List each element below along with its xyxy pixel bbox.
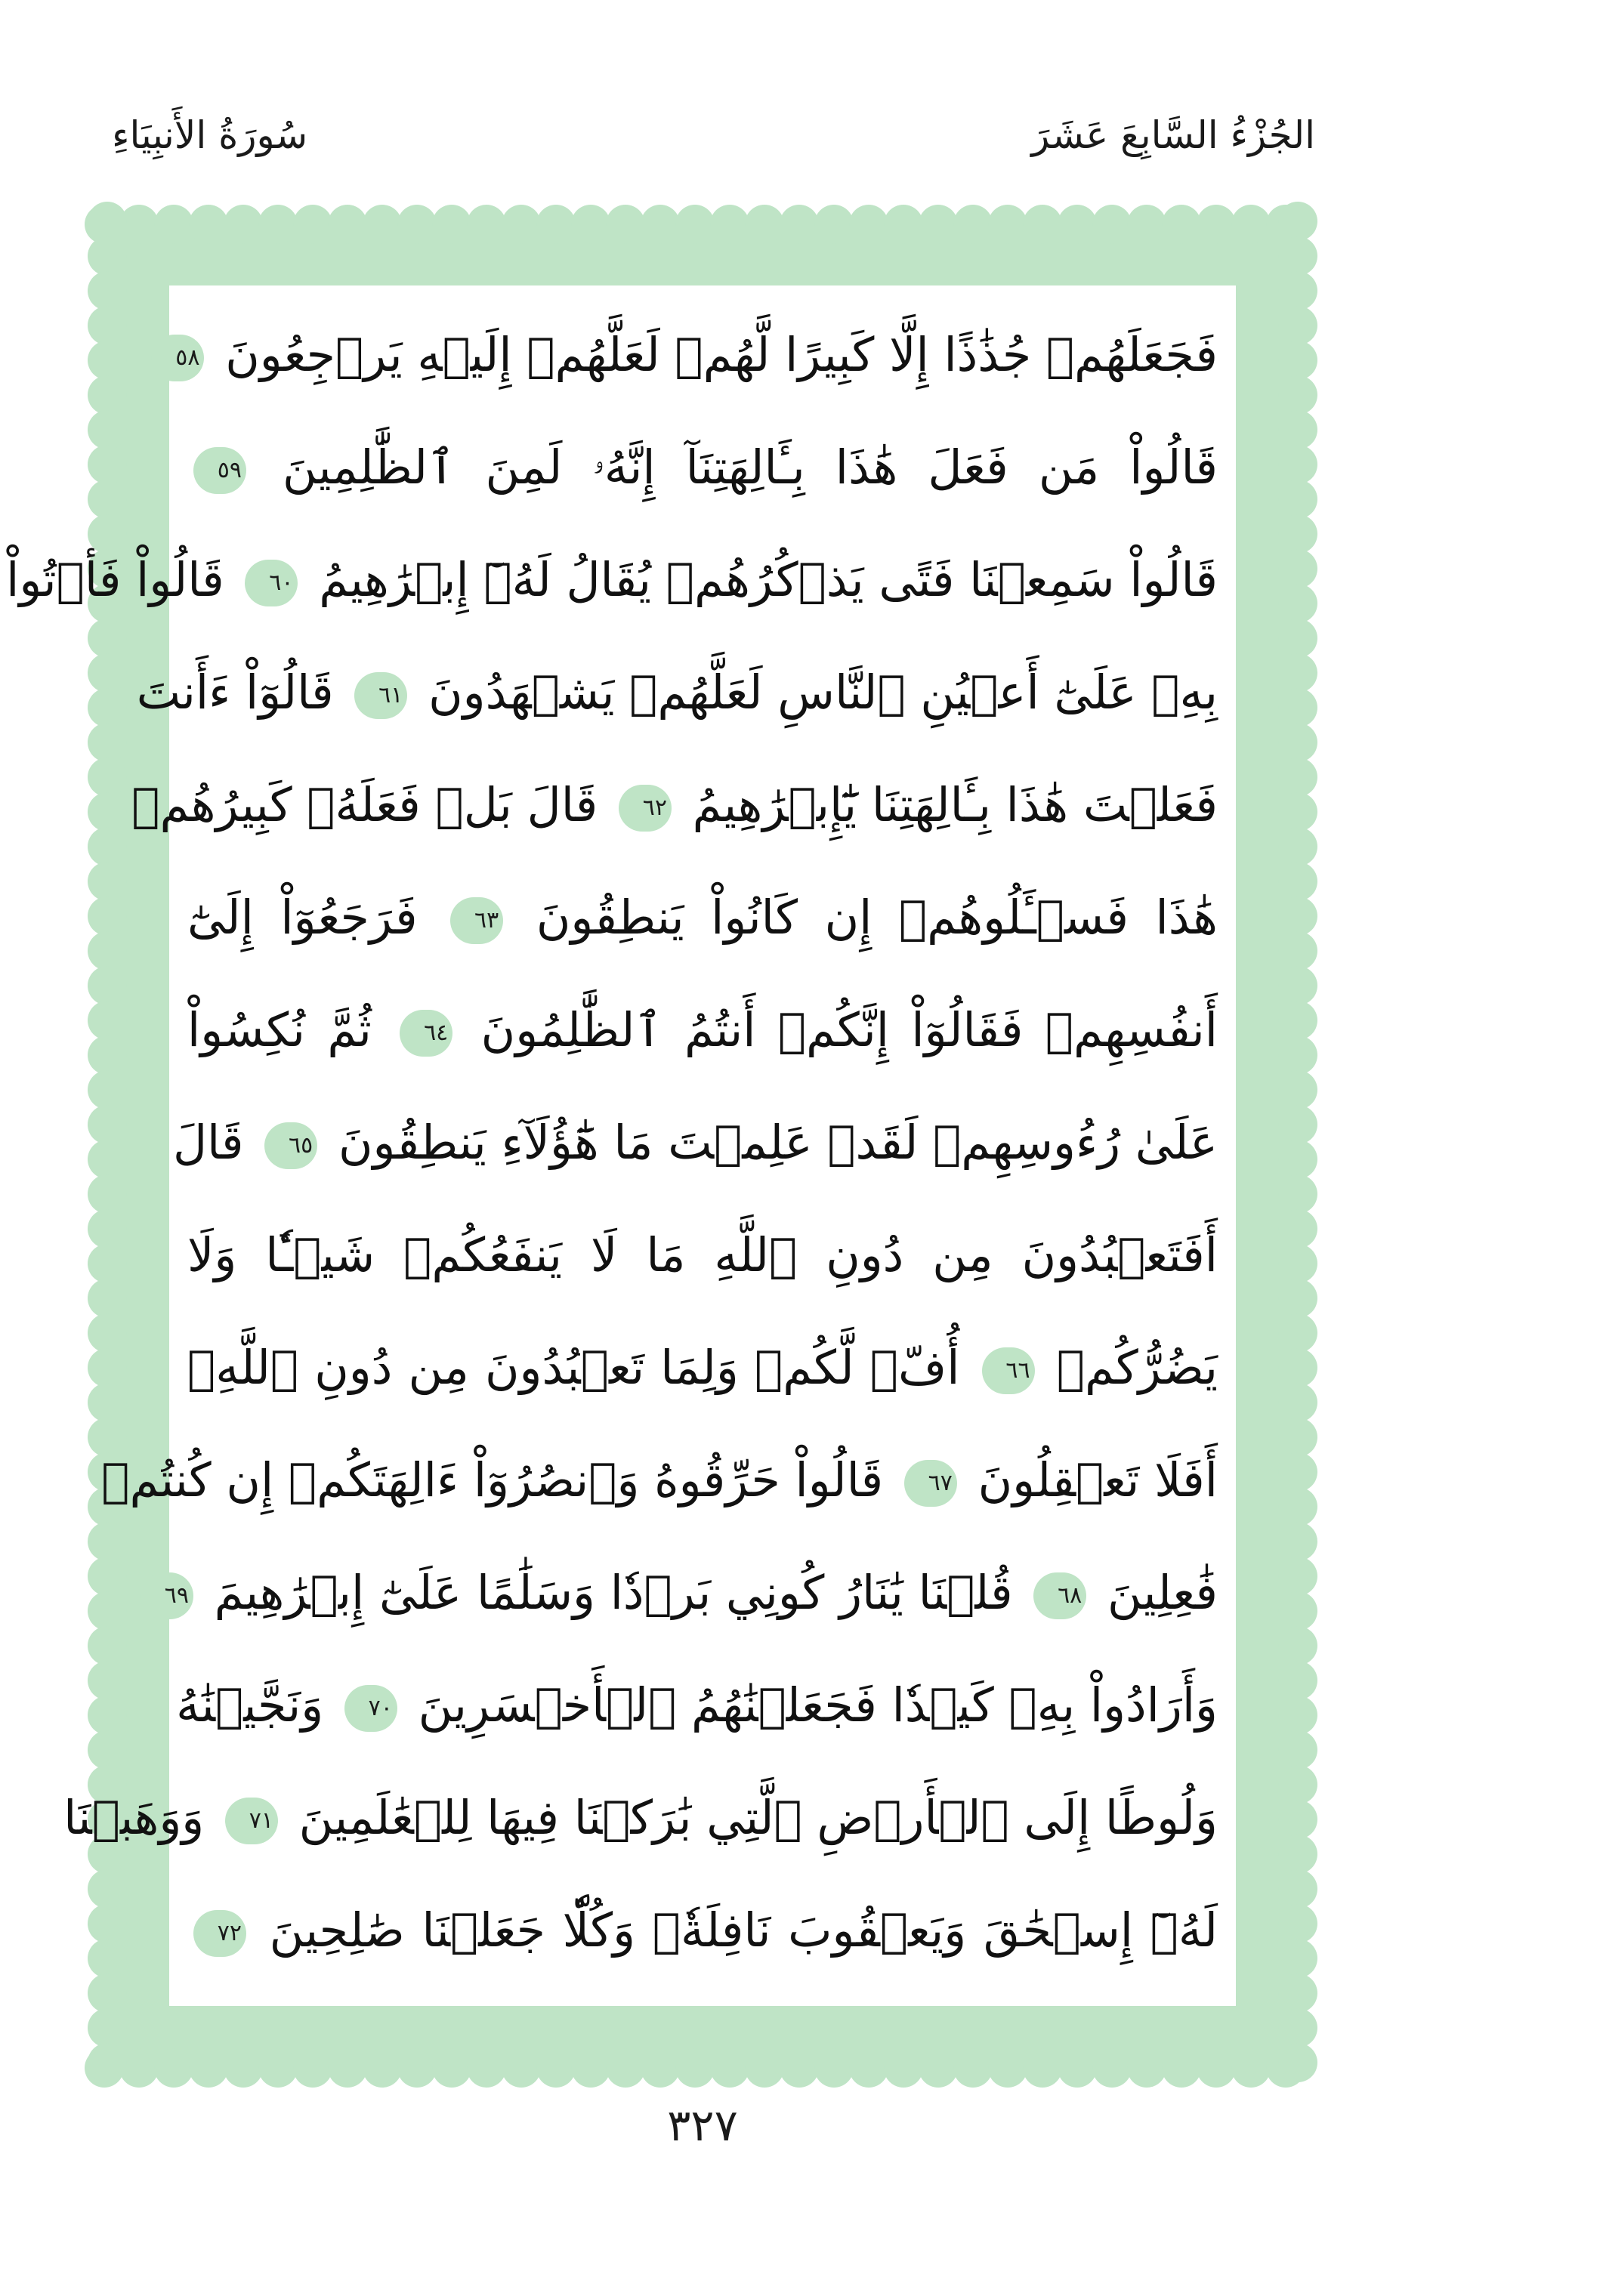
- verse-text: ثُمَّ نُكِسُواْ: [187, 1002, 372, 1057]
- verse-text: قَالَ بَلۡ فَعَلَهُۥ كَبِيرُهُمۡ: [131, 777, 598, 832]
- ayah-number-marker: ٦٦: [982, 1347, 1035, 1394]
- verse-text: وَأَرَادُواْ بِهِۦ كَيۡدٗا فَجَعَلۡنَٰهُمُ ٱلۡأَخۡسَرِينَ: [418, 1677, 1218, 1733]
- verse-text: فَعَلۡتَ هَٰذَا بِـَٔالِهَتِنَا يَٰٓإِبۡرَٰهِيمُ: [692, 777, 1218, 832]
- text-panel: [6, 285, 1236, 2006]
- ayah-number-marker: ٦٨: [1033, 1572, 1086, 1619]
- verse-line: [187, 992, 1218, 1083]
- verse-text: وَوَهَبۡنَا: [63, 1790, 205, 1845]
- verse-text: قَالُواْ فَأۡتُواْ: [6, 552, 224, 607]
- verse-text: فَرَجَعُوٓاْ إِلَىٰٓ: [187, 890, 418, 945]
- verse-text: أَنفُسِهِمۡ فَقَالُوٓاْ إِنَّكُمۡ أَنتُمُ ٱلظَّٰلِمُونَ: [480, 1002, 1218, 1057]
- verse-line: [101, 1443, 1218, 1533]
- verse-text: قَالُواْ مَن فَعَلَ هَٰذَا بِـَٔالِهَتِنَآ إِنَّهُۥ لَمِنَ ٱلظَّٰلِمِينَ: [283, 440, 1218, 495]
- verse-text: وَلُوطًا إِلَى ٱلۡأَرۡضِ ٱلَّتِي بَٰرَكۡنَا فِيهَا لِلۡعَٰلَمِينَ: [298, 1790, 1218, 1845]
- ayah-number-marker: ٧١: [225, 1798, 278, 1844]
- verse-line: [164, 1555, 1218, 1646]
- verse-line: [6, 542, 1218, 633]
- page-number: ٣٢٧: [667, 2100, 738, 2151]
- verse-text: قُلۡنَا يَٰنَارُ كُونِي بَرۡدٗا وَسَلَٰمًا عَلَىٰٓ إِبۡرَٰهِيمَ: [214, 1565, 1013, 1620]
- ayah-number-marker: ٧٢: [193, 1910, 246, 1957]
- verse-text: قَالُواْ سَمِعۡنَا فَتًى يَذۡكُرُهُمۡ يُقَالُ لَهُۥٓ إِبۡرَٰهِيمُ: [319, 552, 1218, 607]
- ayah-number-marker: ٦٤: [400, 1010, 452, 1057]
- ayah-number-marker: ٦٥: [264, 1122, 317, 1169]
- verse-text: قَالُواْ حَرِّقُوهُ وَٱنصُرُوٓاْ ءَالِهَتَكُمۡ إِن كُنتُمۡ: [101, 1452, 884, 1508]
- ayah-number-marker: ٧٠: [344, 1685, 397, 1732]
- verse-text: أَفَتَعۡبُدُونَ مِن دُونِ ٱللَّهِ مَا لَا يَنفَعُكُمۡ شَيۡـٔٗا وَلَا: [187, 1227, 1218, 1282]
- verse-line: [176, 1668, 1218, 1758]
- verse-line: [187, 430, 1218, 520]
- ayah-number-marker: ٦٩: [141, 1572, 193, 1619]
- verse-line: [187, 1893, 1218, 1983]
- verse-line: [187, 1217, 1218, 1308]
- ayah-number-marker: ٦١: [354, 672, 407, 719]
- verse-line: [175, 317, 1218, 408]
- verse-line: [172, 1105, 1218, 1196]
- ayah-number-marker: ٦٢: [619, 785, 672, 832]
- ayah-number-marker: ٥٨: [151, 335, 204, 381]
- ayah-number-marker: ٦٣: [450, 897, 503, 944]
- verse-text: أُفّٖ لَّكُمۡ وَلِمَا تَعۡبُدُونَ مِن دُونِ ٱللَّهِۚ: [187, 1340, 960, 1395]
- verse-text: فَجَعَلَهُمۡ جُذَٰذًا إِلَّا كَبِيرًا لَّهُمۡ لَعَلَّهُمۡ إِلَيۡهِ يَرۡجِعُونَ: [225, 327, 1218, 382]
- ayah-number-marker: ٥٩: [193, 447, 246, 494]
- verse-text: يَضُرُّكُمۡ: [1056, 1340, 1218, 1395]
- verse-line: [187, 880, 1218, 971]
- juz-name-header: الجُزْءُ السَّابِعَ عَشَرَ: [1031, 113, 1315, 157]
- verse-text: فَٰعِلِينَ: [1107, 1565, 1218, 1620]
- ayah-number-marker: ٦٧: [904, 1460, 957, 1507]
- verse-text: قَالَ: [172, 1115, 244, 1170]
- verse-text: لَهُۥٓ إِسۡحَٰقَ وَيَعۡقُوبَ نَافِلَةٗۖ وَكُلّٗا جَعَلۡنَا صَٰلِحِينَ: [269, 1903, 1218, 1958]
- verse-line: [187, 1330, 1218, 1421]
- verse-text: عَلَىٰ رُءُوسِهِمۡ لَقَدۡ عَلِمۡتَ مَا هَٰٓؤُلَآءِ يَنطِقُونَ: [338, 1115, 1218, 1170]
- verse-text: وَنَجَّيۡنَٰهُ: [176, 1677, 324, 1733]
- verse-lines: [6, 317, 1218, 1983]
- verse-line: [131, 767, 1218, 858]
- verse-text: هَٰذَا فَسۡـَٔلُوهُمۡ إِن كَانُواْ يَنطِقُونَ: [536, 890, 1218, 945]
- surah-name-header: سُورَةُ الأَنبِيَاءِ: [112, 113, 308, 157]
- ayah-number-marker: ٦٠: [245, 560, 298, 606]
- verse-text: بِهِۦ عَلَىٰٓ أَعۡيُنِ ٱلنَّاسِ لَعَلَّهُمۡ يَشۡهَدُونَ: [428, 665, 1218, 720]
- verse-line: [136, 655, 1218, 745]
- verse-text: أَفَلَا تَعۡقِلُونَ: [977, 1452, 1218, 1508]
- verse-text: قَالُوٓاْ ءَأَنتَ: [136, 665, 334, 720]
- verse-line: [63, 1780, 1218, 1871]
